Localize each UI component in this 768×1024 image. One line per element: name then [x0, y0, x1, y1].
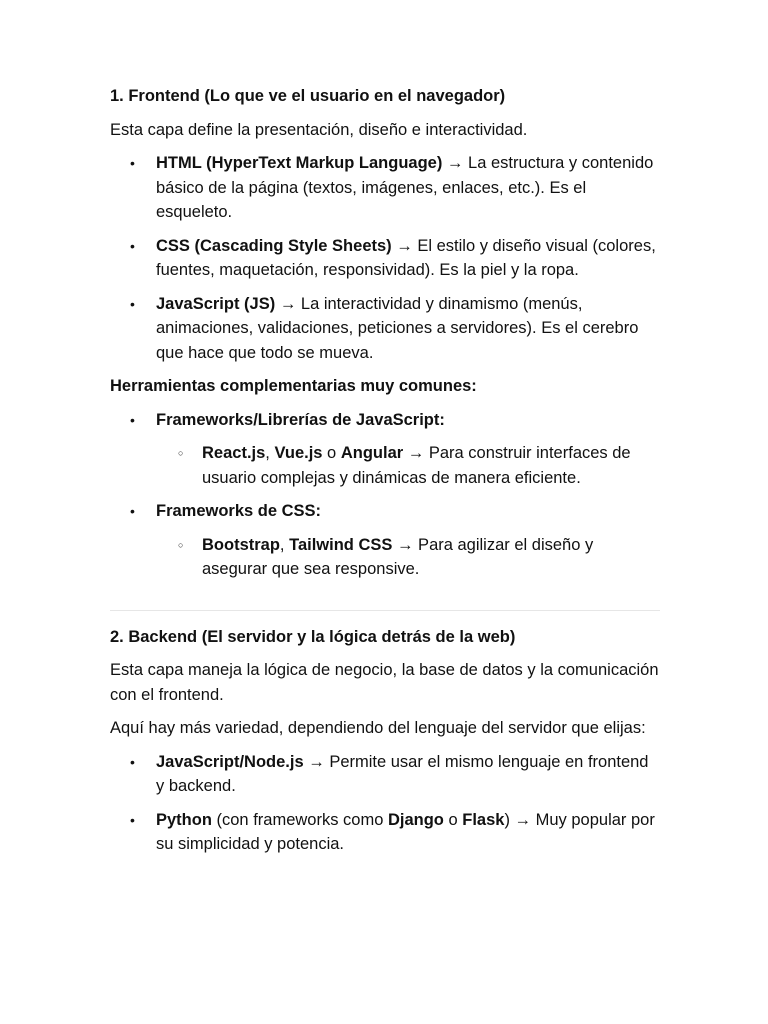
js-frameworks-label: Frameworks/Librerías de JavaScript: — [156, 410, 445, 429]
list-item-css-frameworks — [110, 499, 660, 582]
list-item-html — [110, 151, 660, 225]
list-item-nodejs — [110, 750, 660, 799]
tools-heading — [110, 374, 660, 399]
css-frameworks-label: Frameworks de CSS: — [156, 502, 322, 520]
python-pre: (con frameworks como — [211, 810, 388, 829]
desc-nodejs: → Permite usar el mismo lenguaje en frontend y backend. — [156, 752, 649, 795]
term-flask: Flask — [462, 810, 505, 829]
term-css: CSS (Cascading Style Sheets) — [156, 236, 392, 255]
desc-css-frameworks: → Para agilizar el diseño y asegurar que sea responsive. — [202, 535, 594, 578]
term-vue: Vue.js — [274, 444, 323, 462]
term-html: HTML (HyperText Markup Language) — [156, 154, 443, 172]
term-tailwind: Tailwind CSS — [289, 535, 393, 554]
list-item-python — [110, 808, 660, 857]
tools-list — [110, 408, 660, 582]
css-frameworks-sublist — [156, 533, 660, 582]
desc-python: ) → Muy popular por su simplicidad y potencia. — [156, 810, 655, 853]
separator: , — [279, 535, 290, 554]
desc-css: → El estilo y diseño visual (colores, fuentes, maquetación, responsividad). Es la piel y la ropa. — [156, 236, 656, 279]
section-backend-intro: Esta capa maneja la lógica de negocio, la base de datos y la comunicación con el frontend. — [110, 661, 659, 704]
tools-heading-text: Herramientas complementarias muy comunes: — [110, 377, 477, 395]
term-javascript: JavaScript (JS) — [156, 294, 276, 313]
desc-html: → La estructura y contenido básico de la página (textos, imágenes, enlaces, etc.). Es el esqueleto. — [156, 154, 654, 221]
frontend-technologies-list — [110, 151, 660, 365]
section-divider — [110, 610, 660, 611]
term-bootstrap: Bootstrap — [202, 535, 280, 554]
separator: , — [265, 444, 275, 462]
section-frontend-title: 1. Frontend (Lo que ve el usuario en el navegador) — [110, 87, 506, 105]
desc-js-frameworks: → Para construir interfaces de usuario complejas y dinámicas de manera eficiente. — [202, 444, 631, 487]
separator: o — [322, 444, 341, 462]
term-react: React.js — [202, 444, 266, 462]
term-django: Django — [387, 810, 444, 829]
js-frameworks-sublist — [156, 441, 660, 490]
desc-javascript: → La interactividad y dinamismo (menús, animaciones, validaciones, peticiones a servidores). Es el cerebro que hace que todo se mueva. — [156, 294, 639, 362]
backend-languages-list — [110, 750, 660, 857]
list-item-javascript — [110, 292, 660, 366]
list-item-css — [110, 234, 660, 283]
sub-item-js-frameworks — [156, 441, 660, 490]
term-nodejs: JavaScript/Node.js — [156, 752, 304, 771]
term-angular: Angular — [340, 444, 404, 462]
separator: o — [443, 810, 463, 829]
section-frontend-intro: Esta capa define la presentación, diseño e interactividad. — [110, 120, 528, 139]
sub-item-css-frameworks — [156, 533, 660, 582]
term-python: Python — [156, 810, 212, 829]
list-item-js-frameworks — [110, 408, 660, 491]
section-backend-intro-2: Aquí hay más variedad, dependiendo del lenguaje del servidor que elijas: — [110, 719, 646, 737]
section-backend-title: 2. Backend (El servidor y la lógica detrás de la web) — [110, 627, 516, 646]
